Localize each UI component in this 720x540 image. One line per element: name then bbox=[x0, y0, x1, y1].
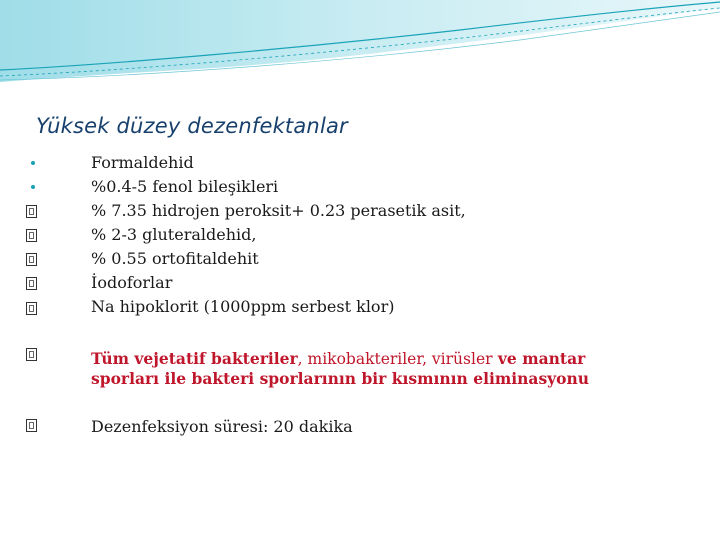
list-item-text: İodoforlar bbox=[91, 273, 173, 292]
slide-title: Yüksek düzey dezenfektanlar bbox=[36, 114, 348, 138]
box-bullet-icon bbox=[26, 419, 37, 432]
box-bullet-icon bbox=[26, 277, 37, 290]
spectrum-part-2: , mikobakteriler, bbox=[297, 350, 432, 368]
list-item-text: %0.4-5 fenol bileşikleri bbox=[91, 177, 279, 196]
list-item-text: % 2-3 gluteraldehid, bbox=[91, 225, 257, 244]
spectrum-text bbox=[91, 349, 651, 388]
duration-text: Dezenfeksiyon süresi: 20 dakika bbox=[91, 417, 353, 436]
box-bullet-icon bbox=[26, 253, 37, 266]
list-item-text: Na hipoklorit (1000ppm serbest klor) bbox=[91, 297, 395, 316]
box-bullet-icon bbox=[26, 302, 37, 315]
spectrum-part-1: Tüm vejetatif bakteriler bbox=[91, 349, 298, 368]
dot-bullet-icon bbox=[31, 161, 35, 165]
list-item-text: % 0.55 ortofitaldehit bbox=[91, 249, 259, 268]
box-bullet-icon bbox=[26, 348, 37, 361]
box-bullet-icon bbox=[26, 205, 37, 218]
spectrum-part-4: ve mantar bbox=[492, 349, 586, 368]
spectrum-line-2: sporları ile bakteri sporlarının bir kısmının eliminasyonu bbox=[91, 369, 590, 388]
list-item-text: % 7.35 hidrojen peroksit+ 0.23 perasetik asit, bbox=[91, 201, 466, 220]
spectrum-part-3: virüsler bbox=[431, 350, 493, 368]
list-item-text: Formaldehid bbox=[91, 153, 194, 172]
box-bullet-icon bbox=[26, 229, 37, 242]
dot-bullet-icon bbox=[31, 185, 35, 189]
